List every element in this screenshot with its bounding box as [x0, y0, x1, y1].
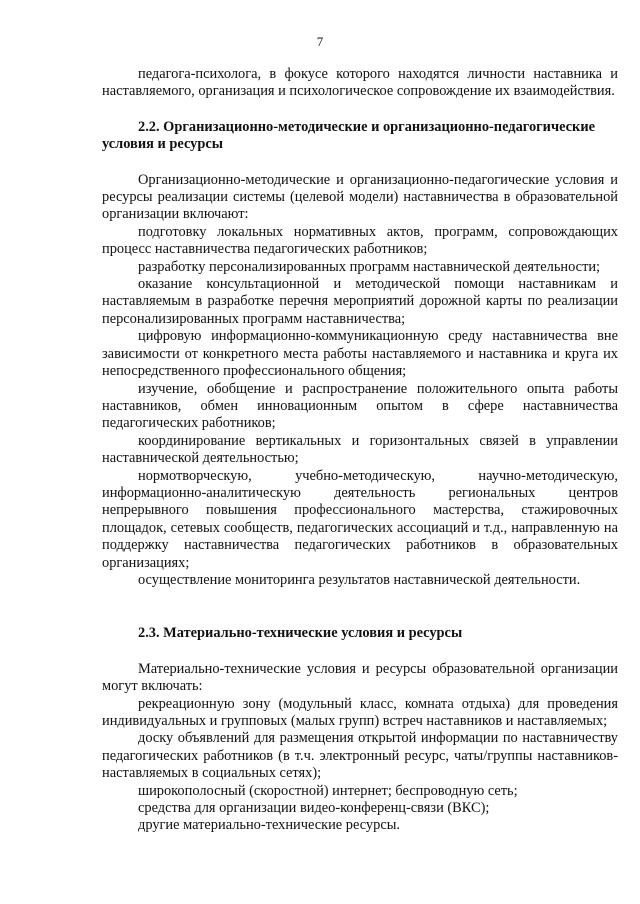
- section-2-2-list-item: разработку персонализированных программ наставнической деятельности;: [138, 258, 601, 275]
- section-2-2-list-item: координирование вертикальных и горизонтальных связей в управлении наставнической деятельностью;: [102, 432, 618, 467]
- spacer: [102, 643, 618, 661]
- spacer: [102, 154, 618, 172]
- document-body: [102, 66, 618, 835]
- section-2-3-list-item: рекреационную зону (модульный класс, комната отдыха) для проведения индивидуальных и групповых (малых групп) встреч наставников и наставляемых;: [102, 695, 618, 729]
- section-2-2-list-item: цифровую информационно-коммуникационную среду наставничества вне зависимости от конкретного места работы наставляемого и наставника и круга их непосредственного профессионального общения;: [102, 328, 618, 380]
- section-2-2-list-item: изучение, обобщение и распространение положительного опыта работы наставников, обмен инновационным опытом в сфере наставничества педагогических работников;: [102, 380, 618, 432]
- section-2-2-lead-paragraph: Организационно-методические и организационно-педагогические условия и ресурсы реализации системы (целевой модели) наставничества в образовательной организации включают:: [102, 171, 618, 223]
- spacer: [102, 101, 618, 119]
- section-2-3-list-item: средства для организации видео-конференц-связи (ВКС);: [138, 800, 490, 817]
- section-2-2-list-item: оказание консультационной и методической помощи наставникам и наставляемым в разработке перечня мероприятий дорожной карты по реализации персонализированных программ наставничества;: [102, 276, 618, 327]
- section-2-3-heading: 2.3. Материально-технические условия и ресурсы: [138, 625, 463, 642]
- section-2-2-heading: 2.2. Организационно-методические и организационно-педагогические условия и ресурсы: [102, 118, 596, 153]
- spacer: [102, 589, 618, 625]
- section-2-3-list-item: другие материально-технические ресурсы.: [138, 817, 400, 834]
- section-2-2-list-item: нормотворческую, учебно-методическую, научно-методическую, информационно-аналитическую деятельность региональных центров непрерывного повышения профессионального мастерства, стажировочных площадок, сетевых сообществ, педагогических ассоциаций и т.д., направленную на поддержку наставничества педагогических работников в образовательных организациях;: [102, 467, 618, 571]
- section-2-3-list-item: широкополосный (скоростной) интернет; беспроводную сеть;: [138, 782, 518, 799]
- section-2-2-list-item: подготовку локальных нормативных актов, программ, сопровождающих процесс наставничества педагогических работников;: [102, 223, 618, 258]
- section-2-3-list-item: доску объявлений для размещения открытой информации по наставничеству педагогических работников (в т.ч. электронный ресурс, чаты/группы наставников-наставляемых в социальных сетях);: [102, 730, 618, 782]
- page-number: 7: [316, 34, 324, 49]
- intro-continuation-paragraph: педагога-психолога, в фокусе которого находятся личности наставника и наставляемого, организация и психологическое сопровождение их взаимодействия.: [102, 66, 618, 100]
- section-2-2-list-item: осуществление мониторинга результатов наставнической деятельности.: [138, 571, 581, 588]
- section-2-3-lead-paragraph: Материально-технические условия и ресурсы образовательной организации могут включать:: [102, 660, 618, 695]
